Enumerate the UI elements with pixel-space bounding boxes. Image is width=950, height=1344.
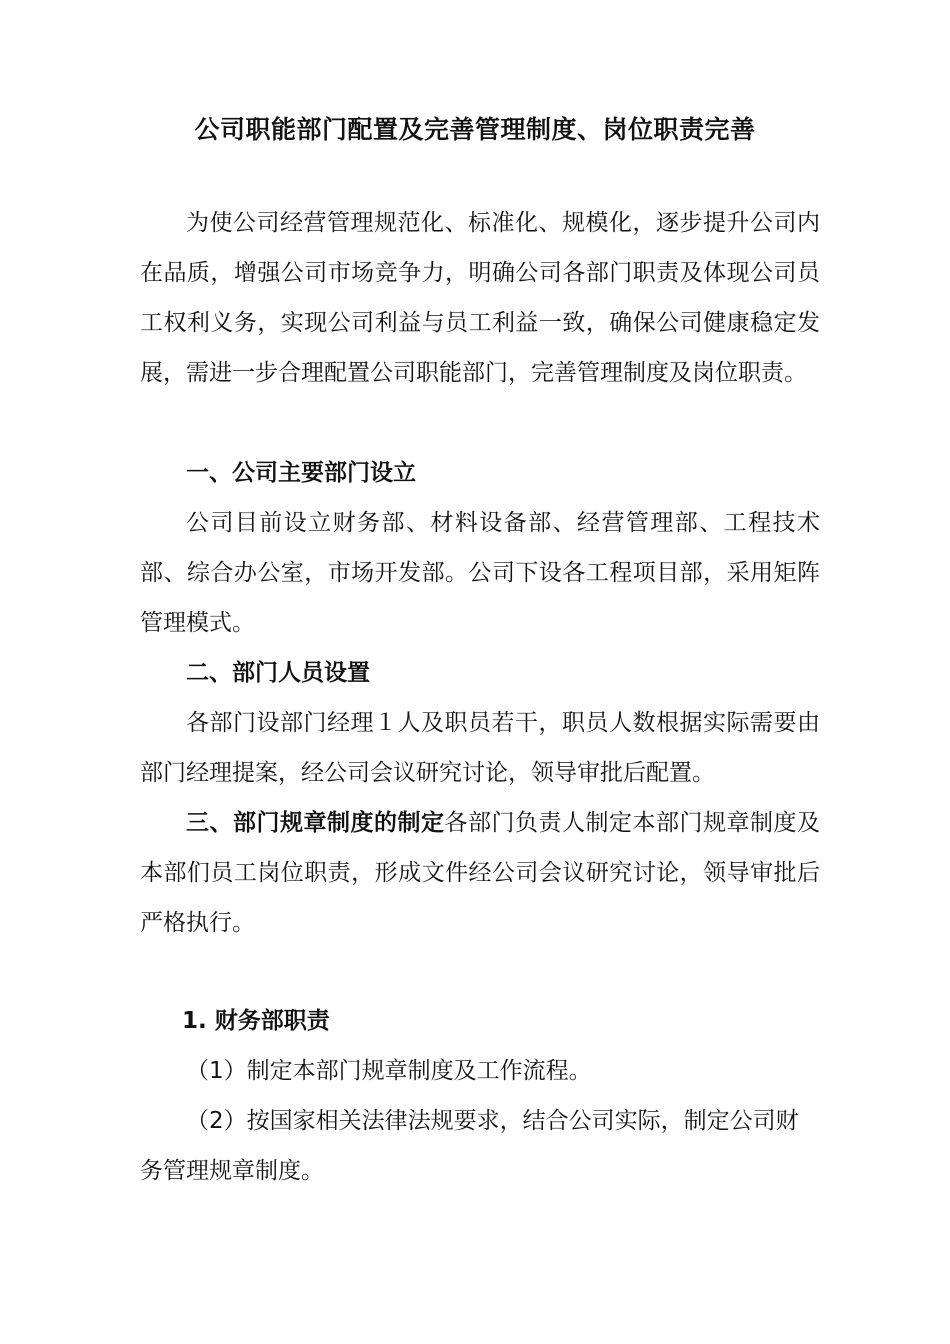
intro-paragraph: 为使公司经营管理规范化、标准化、规模化，逐步提升公司内在品质，增强公司市场竞争力，明确公司各部门职责及体现公司员工权利义务，实现公司利益与员工利益一致，确保公司健康稳定发展，需进一步合理配置公司职能部门，完善管理制度及岗位职责。 — [140, 210, 820, 386]
document-title: 公司职能部门配置及完善管理制度、岗位职责完善 — [194, 115, 756, 144]
section-heading-staffing: 二、部门人员设置 — [186, 660, 370, 686]
finance-item-2: （2）按国家相关法律法规要求，结合公司实际，制定公司财务管理规章制度。 — [140, 1108, 799, 1184]
section-text-rules: 各部门负责人制定本部门规章制度及本部们员工岗位职责，形成文件经公司会议研究讨论，领导审批后严格执行。 — [140, 810, 820, 936]
section-rules-paragraph — [140, 798, 820, 948]
section-text-departments: 公司目前设立财务部、材料设备部、经营管理部、工程技术部、综合办公室，市场开发部。公司下设各工程项目部，采用矩阵管理模式。 — [140, 510, 820, 636]
section-text-staffing: 各部门设部门经理１人及职员若干，职员人数根据实际需要由部门经理提案，经公司会议研究讨论，领导审批后配置。 — [140, 710, 820, 786]
section-heading-rules: 三、部门规章制度的制定 — [186, 810, 445, 836]
finance-heading: 1. 财务部职责 — [182, 1008, 330, 1034]
finance-item-1: （1）制定本部门规章制度及工作流程。 — [186, 1058, 592, 1084]
section-heading-departments: 一、公司主要部门设立 — [186, 460, 416, 486]
